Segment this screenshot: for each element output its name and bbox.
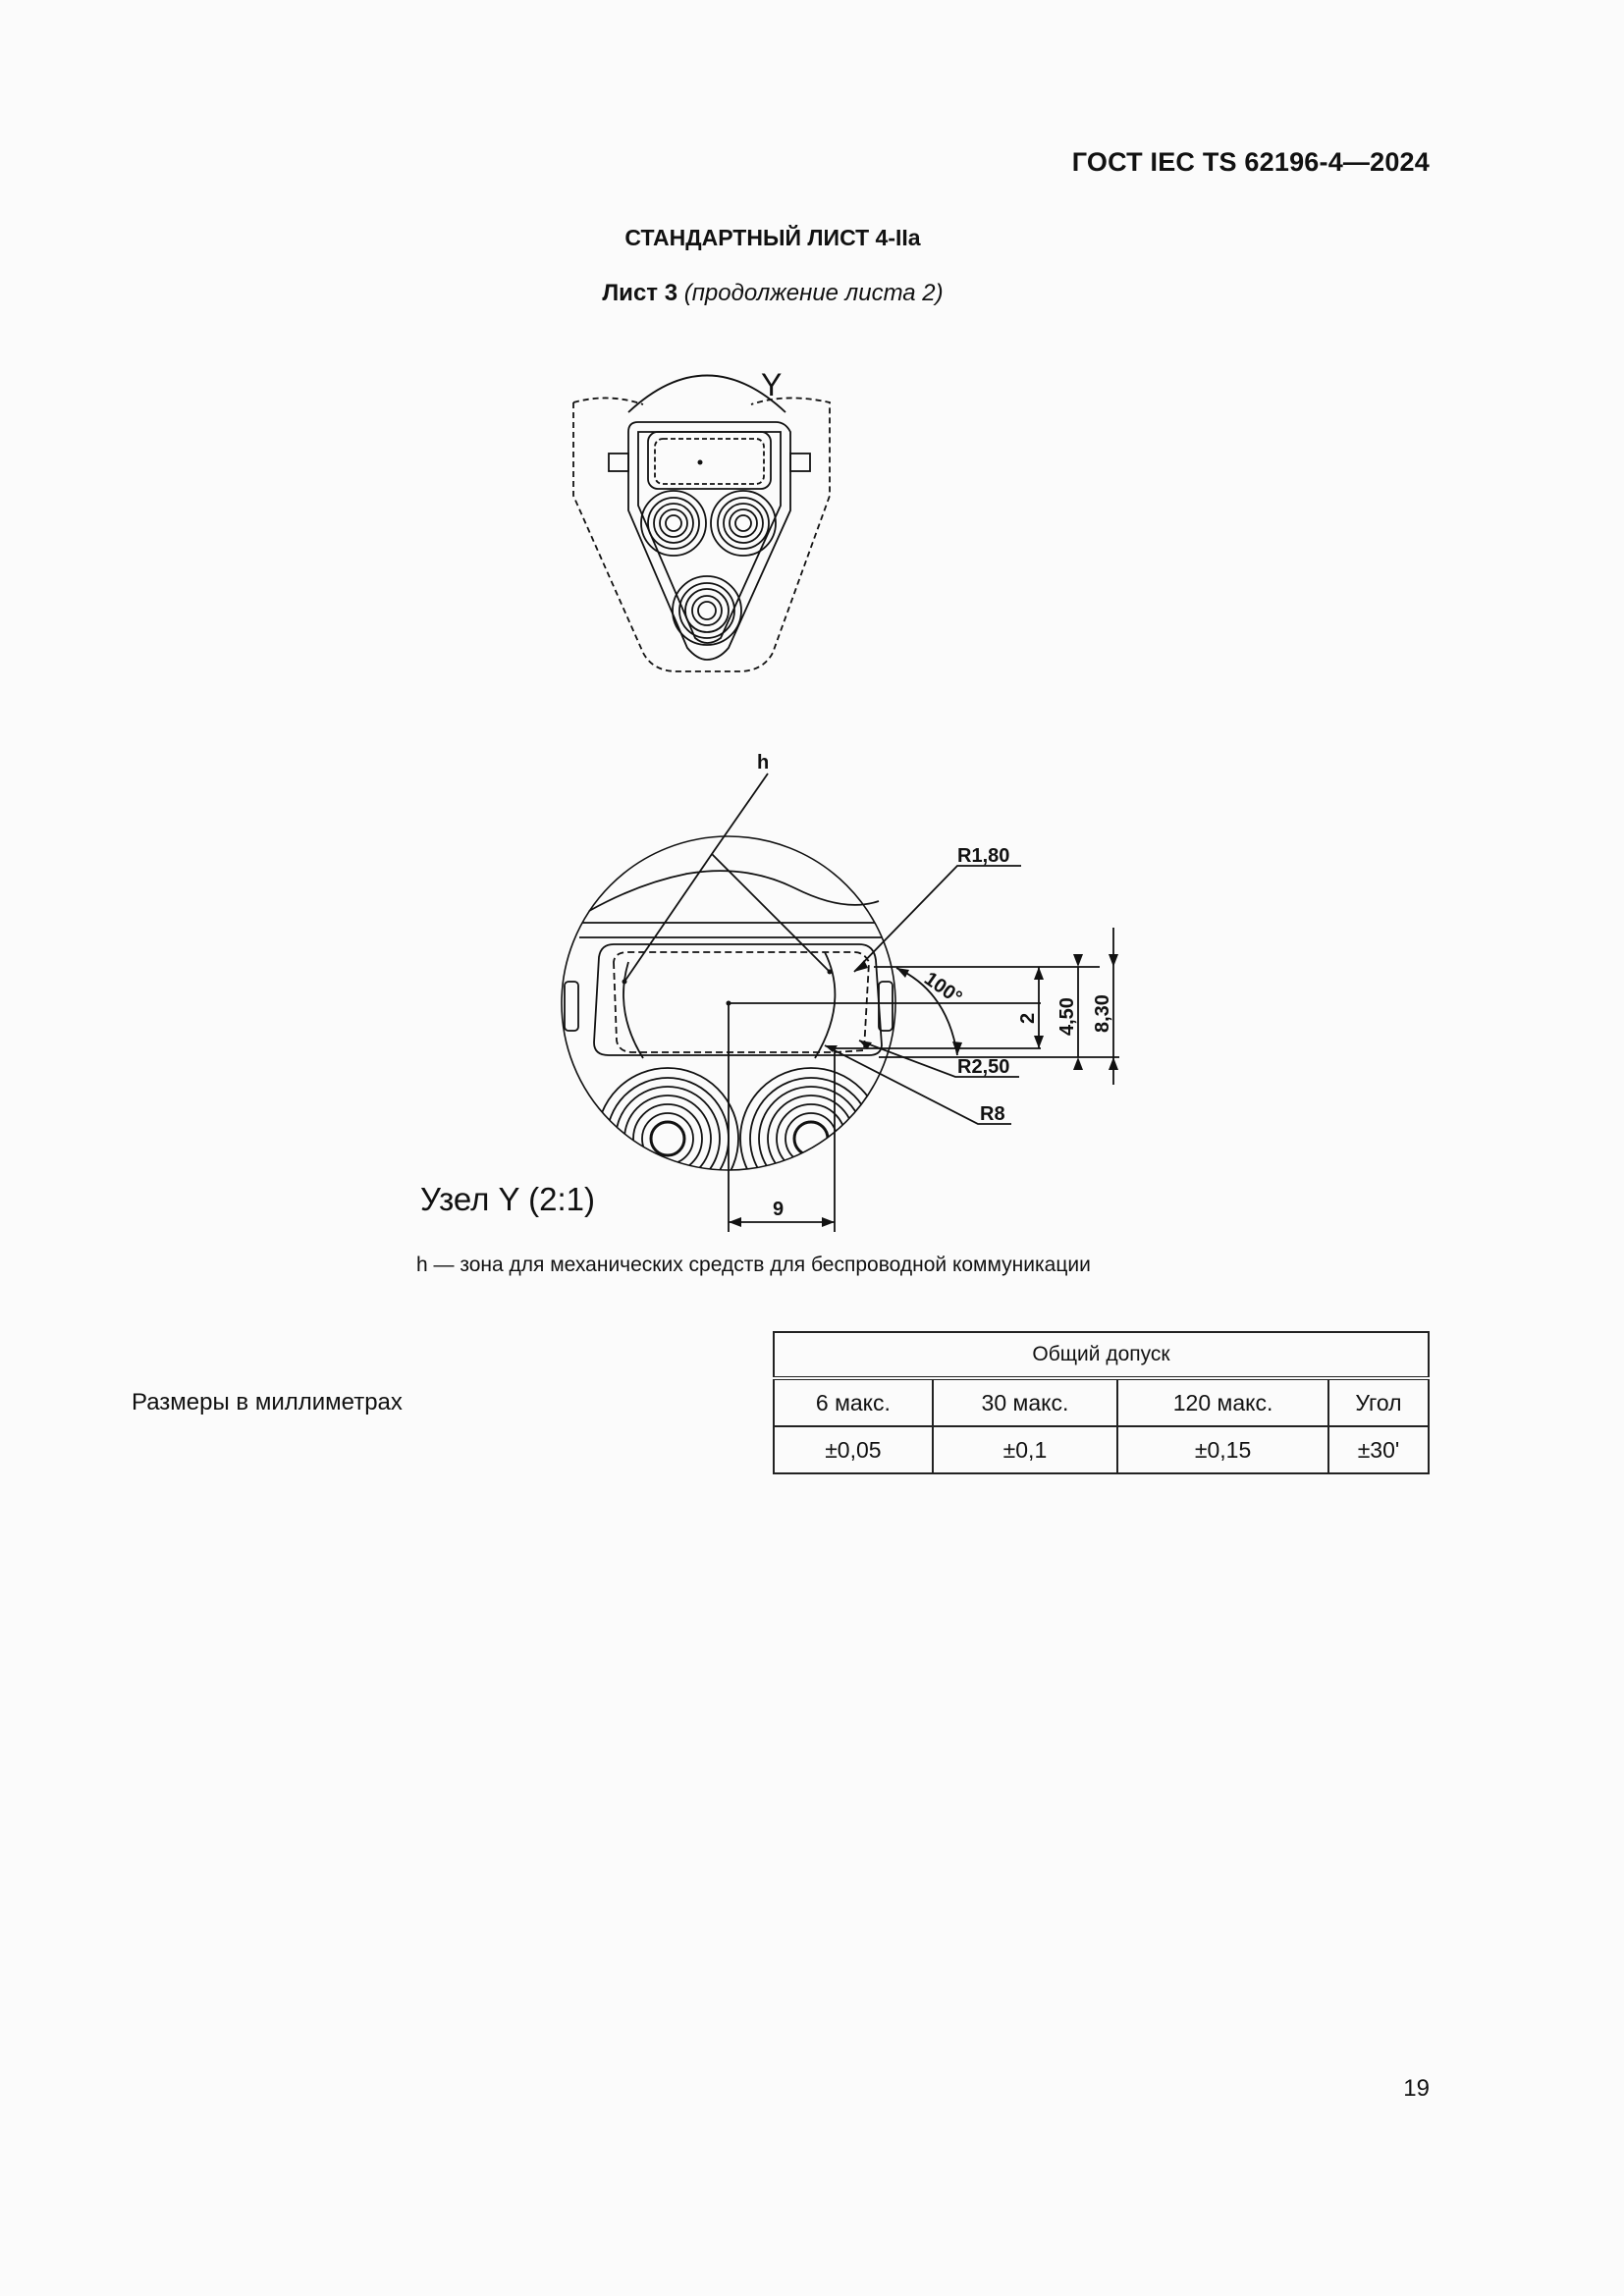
dim-9: 9 — [773, 1199, 785, 1220]
dim-r8: R8 — [980, 1103, 1005, 1125]
sheet-number: Лист 3 — [602, 280, 678, 306]
detail-label: Узел Y (2:1) — [420, 1181, 595, 1217]
dim-r250: R2,50 — [957, 1056, 1010, 1078]
view-y-drawing — [550, 353, 864, 687]
tolerance-value: ±0,1 — [933, 1426, 1117, 1473]
units-note: Размеры в миллиметрах — [132, 1389, 403, 1415]
sheet-continuation: (продолжение листа 2) — [683, 280, 944, 306]
sheet-subtitle — [0, 280, 1545, 307]
tolerance-value: ±0,05 — [774, 1426, 933, 1473]
dim-450: 4,50 — [1056, 997, 1078, 1036]
document-number: ГОСТ IEC TS 62196-4—2024 — [1071, 147, 1430, 177]
detail-y-drawing — [393, 736, 1159, 1247]
tolerance-header: 30 макс. — [933, 1378, 1117, 1426]
tolerance-header: Угол — [1328, 1378, 1429, 1426]
tolerance-header: 120 макс. — [1117, 1378, 1328, 1426]
dim-r180: R1,80 — [957, 845, 1010, 867]
footnote-h: h — зона для механических средств для беспроводной коммуникации — [416, 1254, 1091, 1276]
zone-h-label: h — [757, 752, 770, 774]
dim-angle: 100° — [920, 968, 966, 1009]
view-y-label: Y — [761, 367, 783, 402]
tolerance-table — [773, 1331, 1430, 1474]
tolerance-title: Общий допуск — [774, 1332, 1429, 1378]
tolerance-value: ±0,15 — [1117, 1426, 1328, 1473]
tolerance-header: 6 макс. — [774, 1378, 933, 1426]
page-number: 19 — [1403, 2075, 1430, 2102]
dim-830: 8,30 — [1092, 994, 1113, 1033]
dim-2: 2 — [1017, 1012, 1039, 1024]
sheet-title: СТАНДАРТНЫЙ ЛИСТ 4-IIa — [624, 225, 921, 250]
tolerance-value: ±30' — [1328, 1426, 1429, 1473]
